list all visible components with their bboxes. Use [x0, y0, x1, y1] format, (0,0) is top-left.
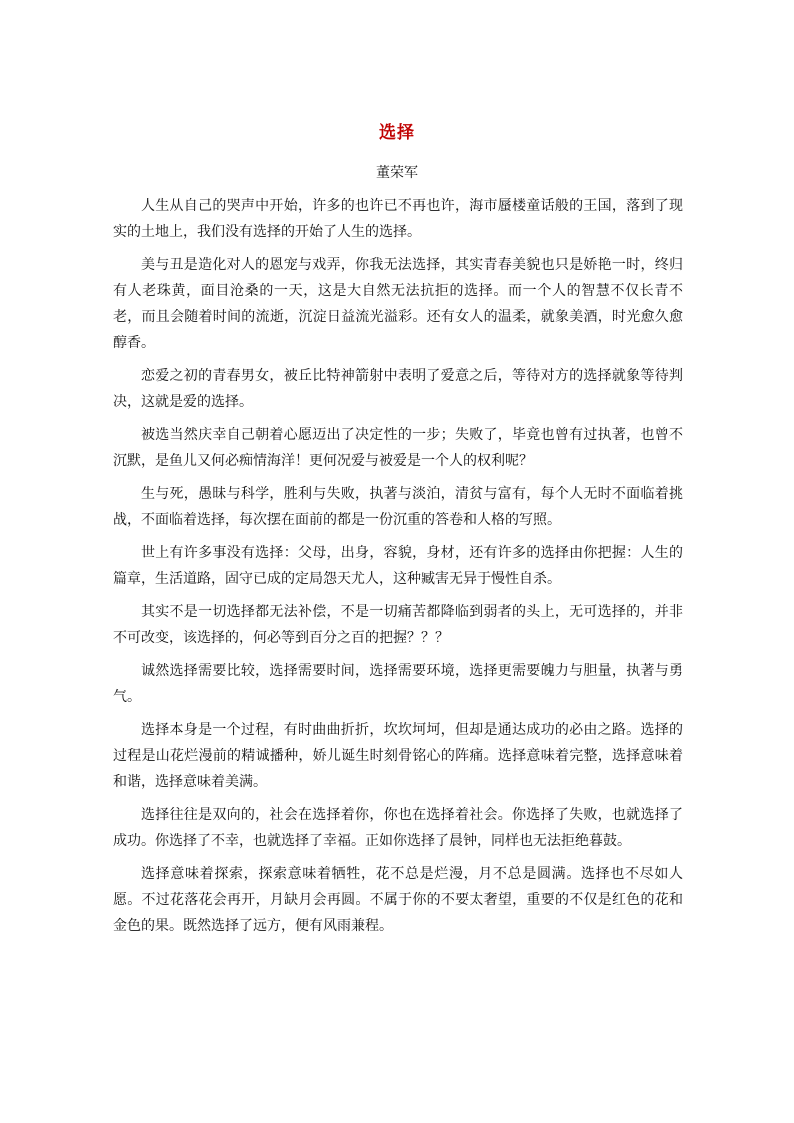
paragraph: 其实不是一切选择都无法补偿，不是一切痛苦都降临到弱者的头上，无可选择的，并非不可改变，该选择的，何必等到百分之百的把握？？？ — [113, 604, 683, 646]
paragraph: 选择本身是一个过程，有时曲曲折折，坎坎坷坷，但却是通达成功的必由之路。选择的过程是山花烂漫前的精诚播种，娇儿诞生时刻骨铭心的阵痛。选择意味着完整，选择意味着和谐，选择意味着美满。 — [113, 722, 683, 790]
paragraph: 美与丑是造化对人的恩宠与戏弄，你我无法选择，其实青春美貌也只是娇艳一时，终归有人老珠黄，面目沧桑的一天，这是大自然无法抗拒的选择。而一个人的智慧不仅长青不老，而且会随着时间的流逝，沉淀日益流光溢彩。还有女人的温柔，就象美酒，时光愈久愈醇香。 — [113, 257, 683, 351]
paragraph: 生与死，愚昧与科学，胜利与失败，执著与淡泊，清贫与富有，每个人无时不面临着挑战，不面临着选择，每次摆在面前的都是一份沉重的答卷和人格的写照。 — [113, 486, 683, 528]
paragraph: 选择意味着探索，探索意味着牺牲，花不总是烂漫，月不总是圆满。选择也不尽如人愿。不过花落花会再开，月缺月会再圆。不属于你的不要太奢望，重要的不仅是红色的花和金色的果。既然选择了远方，便有风雨兼程。 — [113, 866, 683, 934]
document-title: 选择 — [379, 123, 415, 143]
paragraph: 恋爱之初的青春男女，被丘比特神箭射中表明了爱意之后，等待对方的选择就象等待判决，这就是爱的选择。 — [113, 368, 683, 410]
paragraph: 世上有许多事没有选择：父母，出身，容貌，身材，还有许多的选择由你把握：人生的篇章，生活道路，固守已成的定局怨天尤人，这种臧害无异于慢性自杀。 — [113, 545, 683, 587]
document-body — [113, 193, 683, 946]
document-author: 董荣军 — [376, 165, 418, 181]
paragraph: 诚然选择需要比较，选择需要时间，选择需要环境，选择更需要魄力与胆量，执著与勇气。 — [113, 663, 683, 705]
paragraph: 被选当然庆幸自己朝着心愿迈出了决定性的一步；失败了，毕竟也曾有过执著，也曾不沉默，是鱼儿又何必痴情海洋！更何况爱与被爱是一个人的权利呢？ — [113, 427, 683, 469]
paragraph: 选择往往是双向的，社会在选择着你，你也在选择着社会。你选择了失败，也就选择了成功。你选择了不幸，也就选择了幸福。正如你选择了晨钟，同样也无法拒绝暮鼓。 — [113, 807, 683, 849]
paragraph: 人生从自己的哭声中开始，许多的也许已不再也许，海市蜃楼童话般的王国，落到了现实的土地上，我们没有选择的开始了人生的选择。 — [113, 198, 683, 240]
